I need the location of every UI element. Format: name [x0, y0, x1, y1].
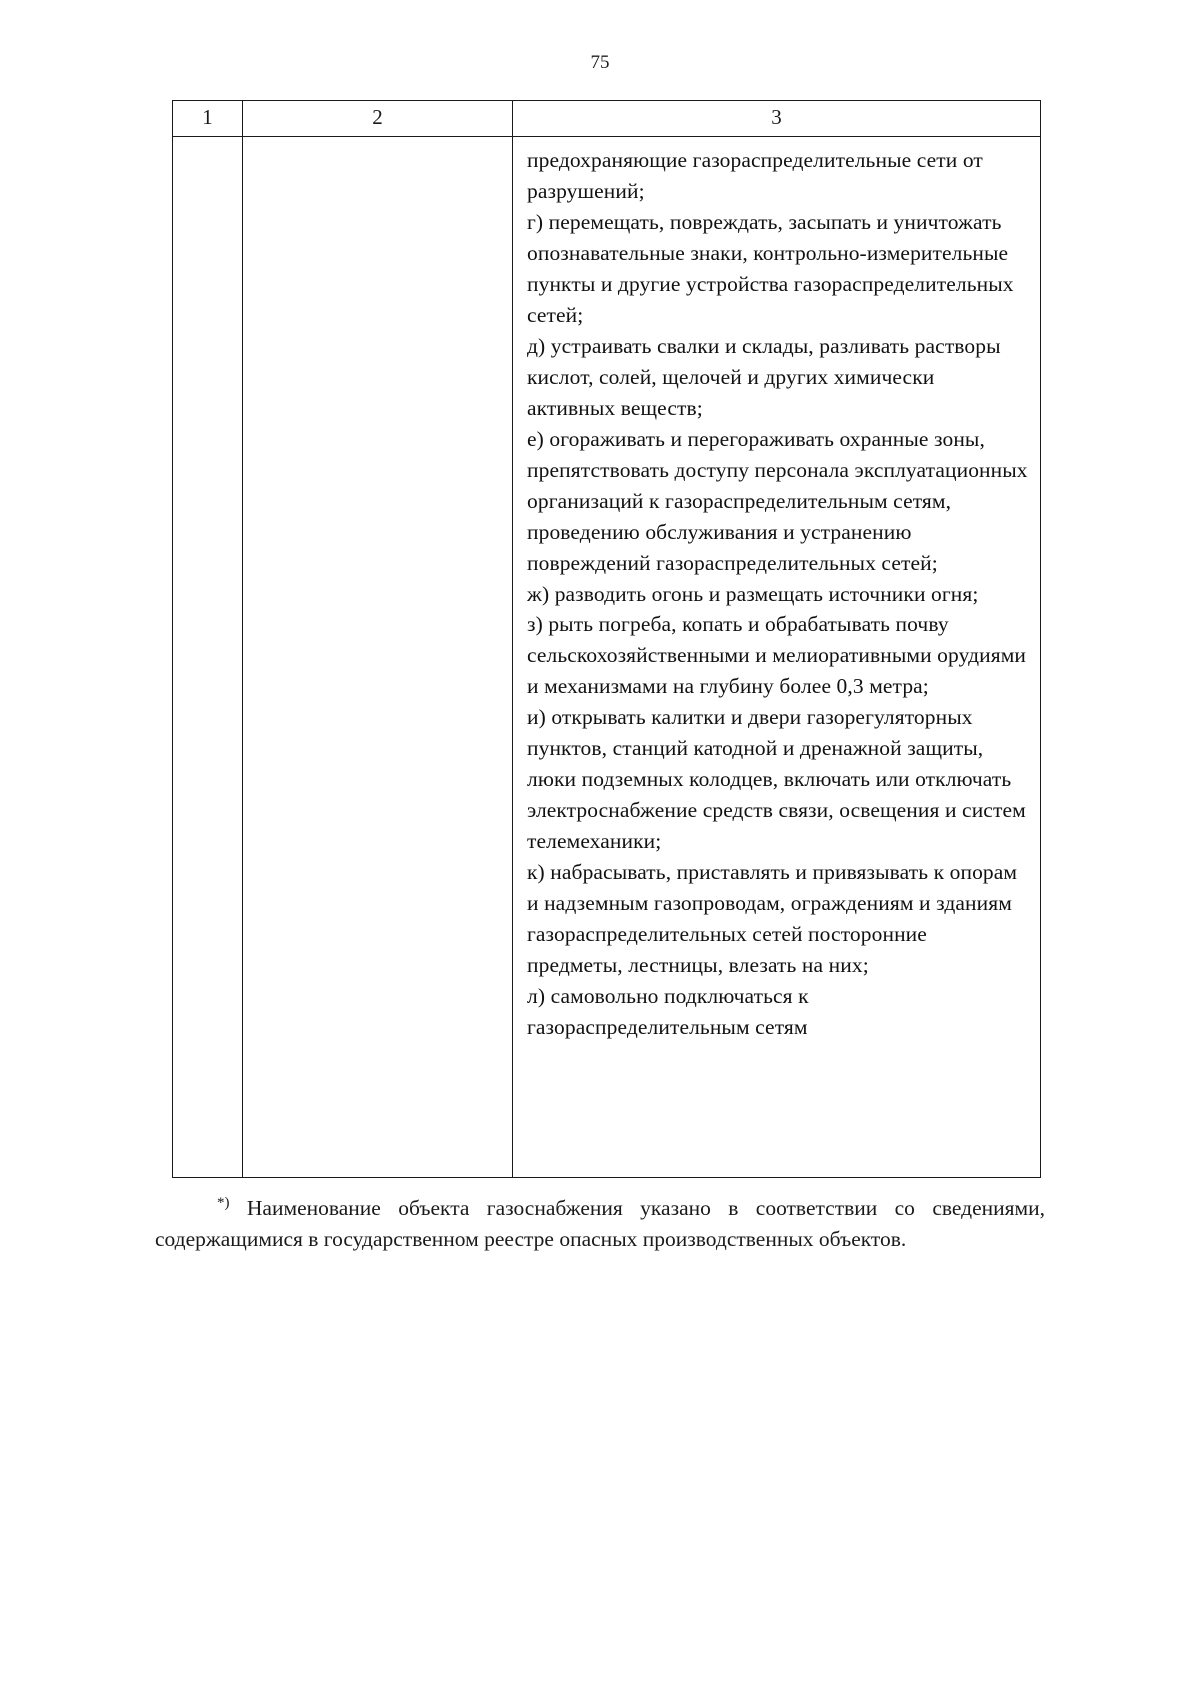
regulation-table: [172, 100, 1041, 1178]
requirement-paragraph: к) набрасывать, приставлять и привязывать к опорам и надземным газопроводам, ограждениям и зданиям газораспределительных сетей посторонние предметы, лестницы, влезать на них;: [527, 860, 1018, 977]
requirement-paragraph: предохраняющие газораспределительные сети от разрушений;: [527, 148, 983, 204]
footnote: [155, 1193, 1045, 1256]
footnote-marker: *): [217, 1195, 230, 1211]
requirement-paragraph: е) огораживать и перегораживать охранные зоны, препятствовать доступу персонала эксплуатационных организаций к газораспределительным сетям, проведению обслуживания и устранению повреждений газораспределительных сетей;: [527, 426, 1028, 575]
requirement-paragraph: з) рыть погреба, копать и обрабатывать почву сельскохозяйственными и мелиоративными орудиями и механизмами на глубину более 0,3 метра;: [527, 612, 1027, 699]
footnote-line-2: сведениями, содержащимися в государственном реестре опасных: [155, 1196, 1046, 1252]
column-header-3: 3: [513, 101, 1041, 137]
table-row: [173, 137, 1041, 1178]
table-cell-requirements: [513, 137, 1041, 1178]
table-cell-number: [173, 137, 243, 1178]
requirement-paragraph: л) самовольно подключаться к газораспределительным сетям: [527, 983, 809, 1039]
table-header-row: [173, 101, 1041, 137]
requirement-paragraph: ж) разводить огонь и размещать источники огня;: [527, 581, 979, 606]
footnote-line-3: производственных объектов.: [642, 1227, 907, 1252]
column-header-1: 1: [173, 101, 243, 137]
table-container: [172, 100, 1040, 1178]
page-number: 75: [590, 52, 610, 73]
footnote-line-1: Наименование объекта газоснабжения указано в соответствии со: [246, 1196, 915, 1221]
requirement-paragraph: г) перемещать, повреждать, засыпать и уничтожать опознавательные знаки, контрольно-измерительные пункты и другие устройства газораспределительных сетей;: [527, 210, 1014, 327]
table-cell-object-name: [243, 137, 513, 1178]
column-header-2: 2: [243, 101, 513, 137]
requirement-paragraph: д) устраивать свалки и склады, разливать растворы кислот, солей, щелочей и других химически активных веществ;: [527, 333, 1001, 420]
requirement-paragraph: и) открывать калитки и двери газорегуляторных пунктов, станций катодной и дренажной защиты, люки подземных колодцев, включать или отключать электроснабжение средств связи, освещения и систем телемеханики;: [527, 705, 1026, 854]
